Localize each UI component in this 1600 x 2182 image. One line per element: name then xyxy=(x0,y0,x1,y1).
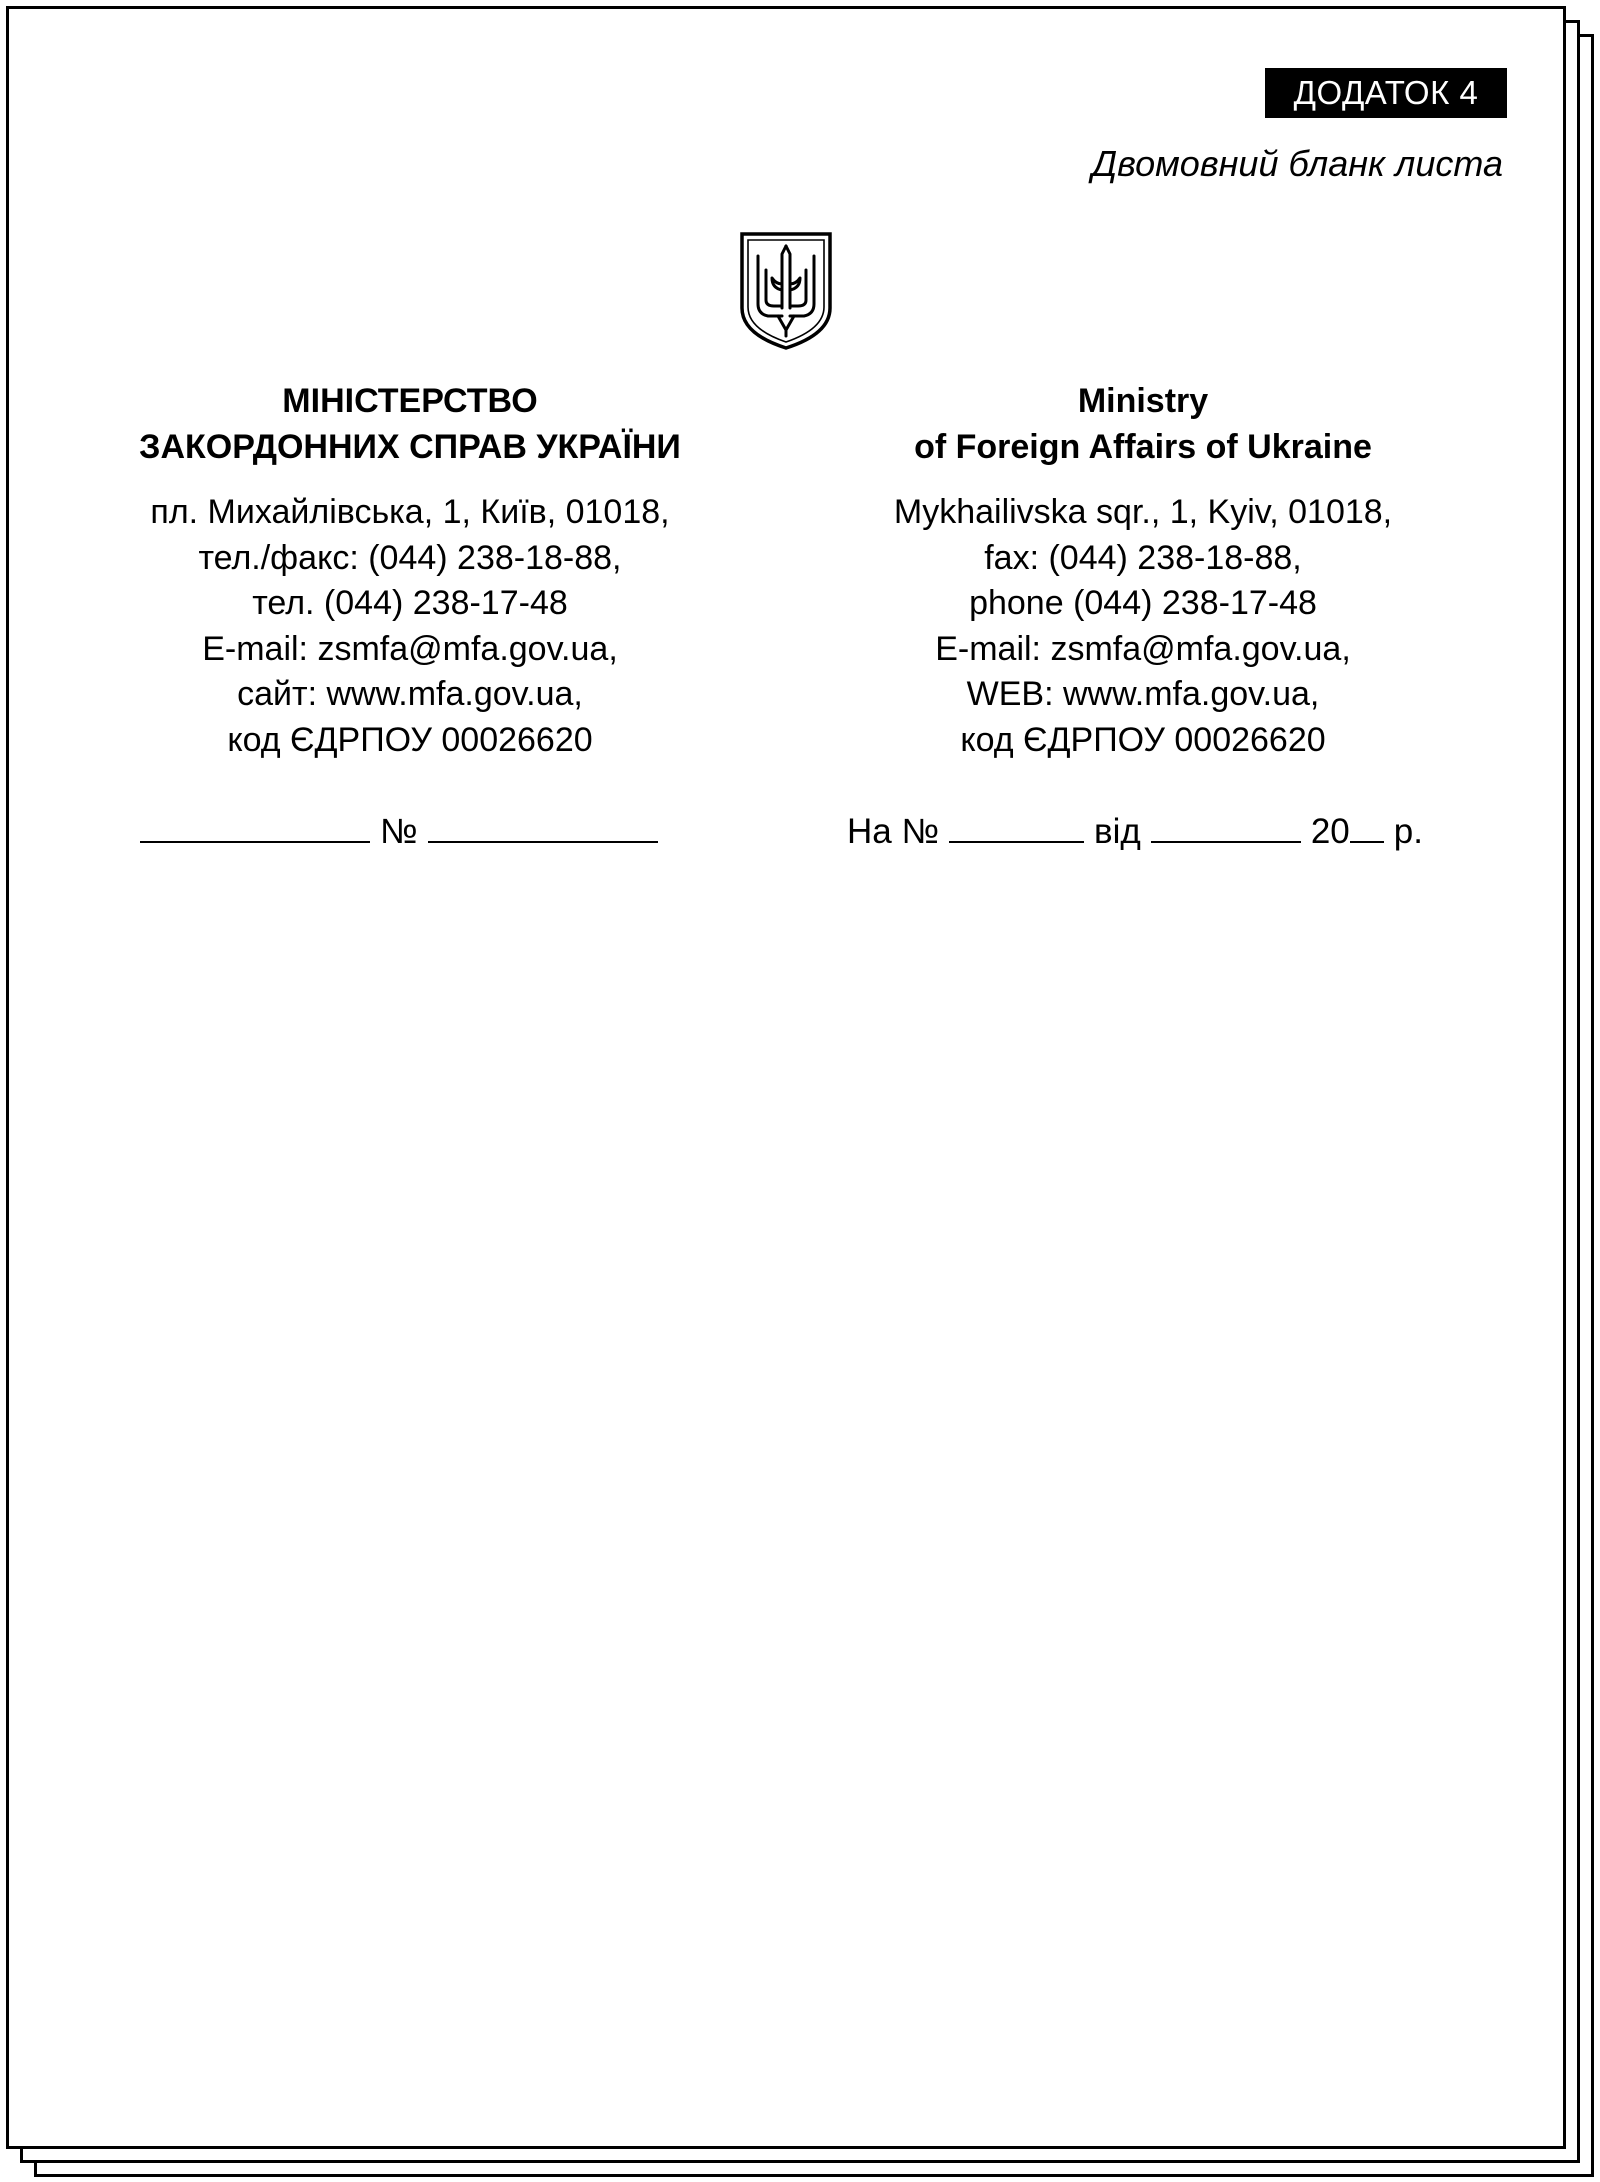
address-line-en: Mykhailivska sqr., 1, Kyiv, 01018, xyxy=(893,493,1393,531)
ministry-name-ua xyxy=(60,378,760,470)
ministry-name-en-line1: Ministry xyxy=(1077,382,1209,420)
reply-from-label: від xyxy=(1094,812,1141,851)
phone-line-ua: тел. (044) 238-17-48 xyxy=(252,584,568,622)
fax-line-en: fax: (044) 238-18-88, xyxy=(984,538,1302,577)
tryzub-coat-of-arms-icon xyxy=(738,230,834,352)
outgoing-date-blank[interactable] xyxy=(140,840,370,843)
number-sign-label: № xyxy=(380,812,418,851)
reply-date-blank[interactable] xyxy=(1151,840,1301,843)
website-line-ua: сайт: www.mfa.gov.ua, xyxy=(237,675,583,713)
email-line-en: E-mail: zsmfa@mfa.gov.ua, xyxy=(935,629,1351,668)
ministry-name-ua-line2: ЗАКОРДОННИХ СПРАВ УКРАЇНИ xyxy=(139,428,681,466)
reply-year-prefix: 20 xyxy=(1310,812,1350,851)
ministry-name-ua-line1: МІНІСТЕРСТВО xyxy=(282,382,538,420)
reply-number-label: На № xyxy=(847,812,940,851)
form-subtitle: Двомовний бланк листа xyxy=(1091,143,1503,184)
reply-reference-line xyxy=(847,812,1423,852)
email-line-ua: E-mail: zsmfa@mfa.gov.ua, xyxy=(202,629,618,668)
outgoing-reference-line xyxy=(140,812,658,852)
address-line-ua: пл. Михайлівська, 1, Київ, 01018, xyxy=(150,493,670,531)
outgoing-number-blank[interactable] xyxy=(428,840,658,843)
reply-number-blank[interactable] xyxy=(949,840,1084,843)
contact-details-ua xyxy=(60,490,760,763)
appendix-badge: ДОДАТОК 4 xyxy=(1265,68,1507,118)
ministry-name-en-line2: of Foreign Affairs of Ukraine xyxy=(914,428,1372,466)
reply-year-blank[interactable] xyxy=(1350,840,1384,843)
website-line-en: WEB: www.mfa.gov.ua, xyxy=(966,675,1320,713)
reply-year-suffix: р. xyxy=(1393,812,1423,851)
edrpou-code-line-en: код ЄДРПОУ 00026620 xyxy=(960,720,1326,759)
edrpou-code-line-ua: код ЄДРПОУ 00026620 xyxy=(227,720,593,759)
contact-details-en xyxy=(793,490,1493,763)
ukrainian-header-column xyxy=(60,378,760,763)
english-header-column xyxy=(793,378,1493,763)
phone-line-en: phone (044) 238-17-48 xyxy=(969,584,1317,622)
ministry-name-en xyxy=(793,378,1493,470)
fax-line-ua: тел./факс: (044) 238-18-88, xyxy=(198,538,622,577)
